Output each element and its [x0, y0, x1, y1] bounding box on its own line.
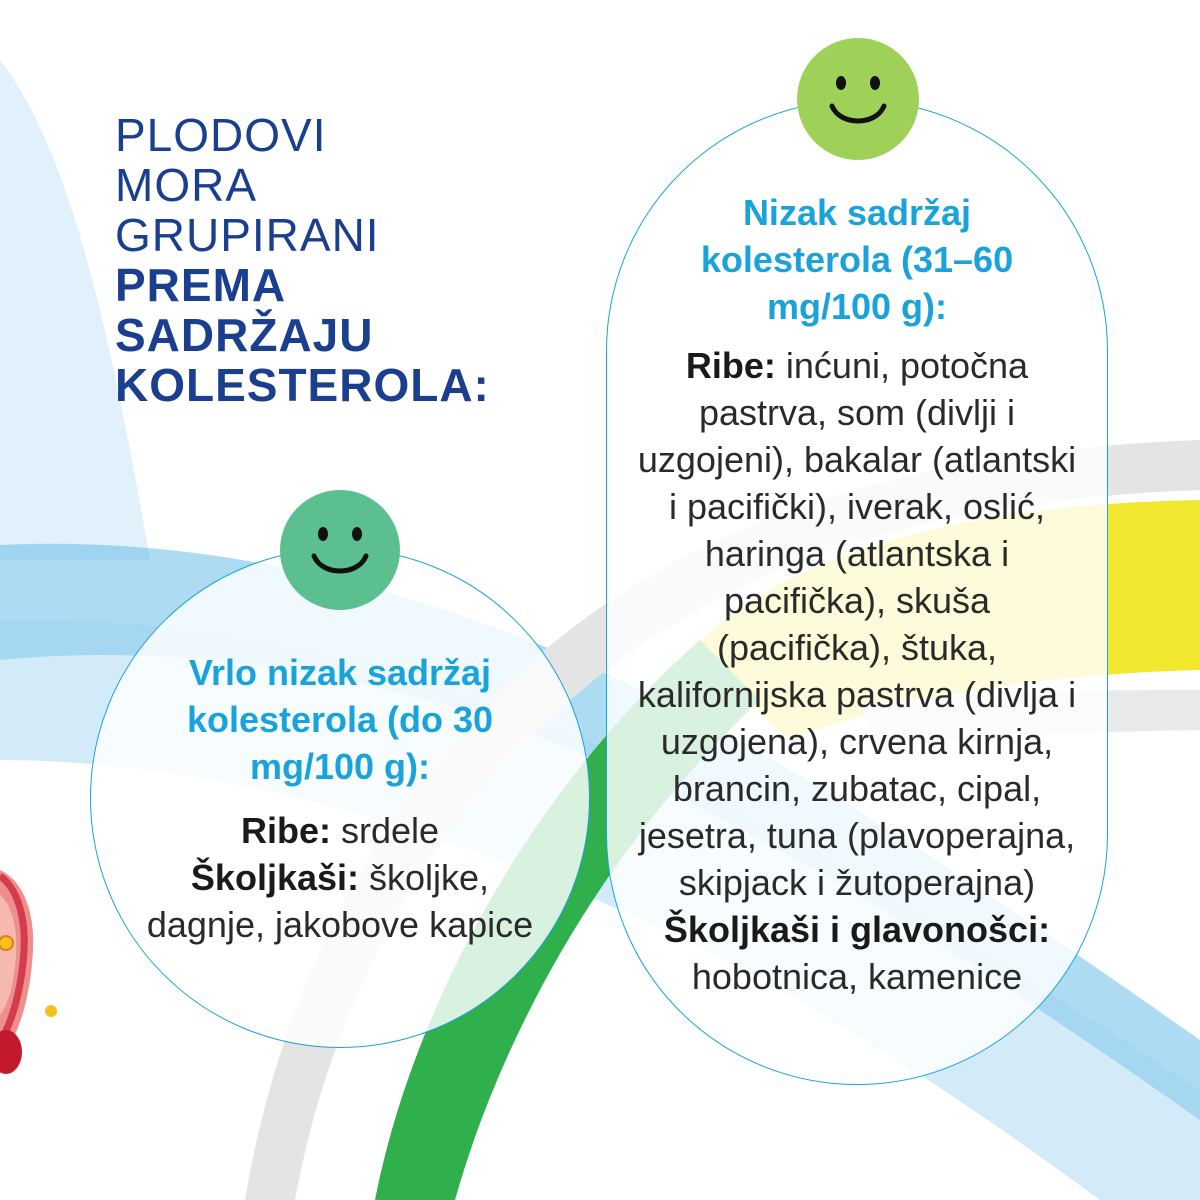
fish-line [141, 807, 539, 854]
dot [0, 936, 13, 950]
smiley-face-icon [797, 38, 919, 160]
heading-line: MORA [115, 159, 257, 211]
shellfish-line [141, 854, 539, 948]
fish-paragraph [635, 342, 1079, 906]
heading-line-bold: SADRŽAJU [115, 309, 374, 361]
smiley-face-icon [280, 490, 400, 610]
shellfish-text: hobotnica, kamenice [691, 956, 1023, 997]
heading-line: GRUPIRANI [115, 209, 380, 261]
low-cholesterol-card [606, 100, 1108, 1085]
heading-line: PLODOVI [115, 109, 327, 161]
heart-fragment [0, 1030, 22, 1074]
shellfish-label: Školjkaši: [190, 857, 360, 898]
card-body [635, 342, 1079, 1000]
shellfish-text: školjke, dagnje, jakobove kapice [146, 857, 534, 945]
shellfish-paragraph [635, 906, 1079, 1000]
fish-label: Ribe: [240, 810, 331, 851]
very-low-cholesterol-card [90, 548, 590, 1048]
fish-text: inćuni, potočna pastrva, som (divlji i uzgojeni), bakalar (atlantski i pacifički), iverak, oslić, haringa (atlantska i pacifička), skuša (pacifička), štuka, kalifornijska pastrva (divlja i uzgojena), crvena kirnja, brancin, zubatac, cipal, jesetra, tuna (plavoperajna, skipjack i žutoperajna) [637, 345, 1077, 903]
yellow-dot [45, 1005, 57, 1017]
fish-label: Ribe: [685, 345, 776, 386]
heading-line-bold: PREMA [115, 259, 287, 311]
fish-text: srdele [330, 810, 440, 851]
card-title: Vrlo nizak sadržaj kolesterola (do 30 mg/100 g): [186, 652, 494, 787]
card-title: Nizak sadržaj kolesterola (31–60 mg/100 g): [700, 192, 1014, 327]
page-heading [115, 110, 490, 410]
shellfish-label: Školjkaši i glavonošci: [663, 909, 1051, 950]
card-body [141, 807, 539, 948]
heading-line-bold: KOLESTEROLA: [115, 359, 490, 411]
